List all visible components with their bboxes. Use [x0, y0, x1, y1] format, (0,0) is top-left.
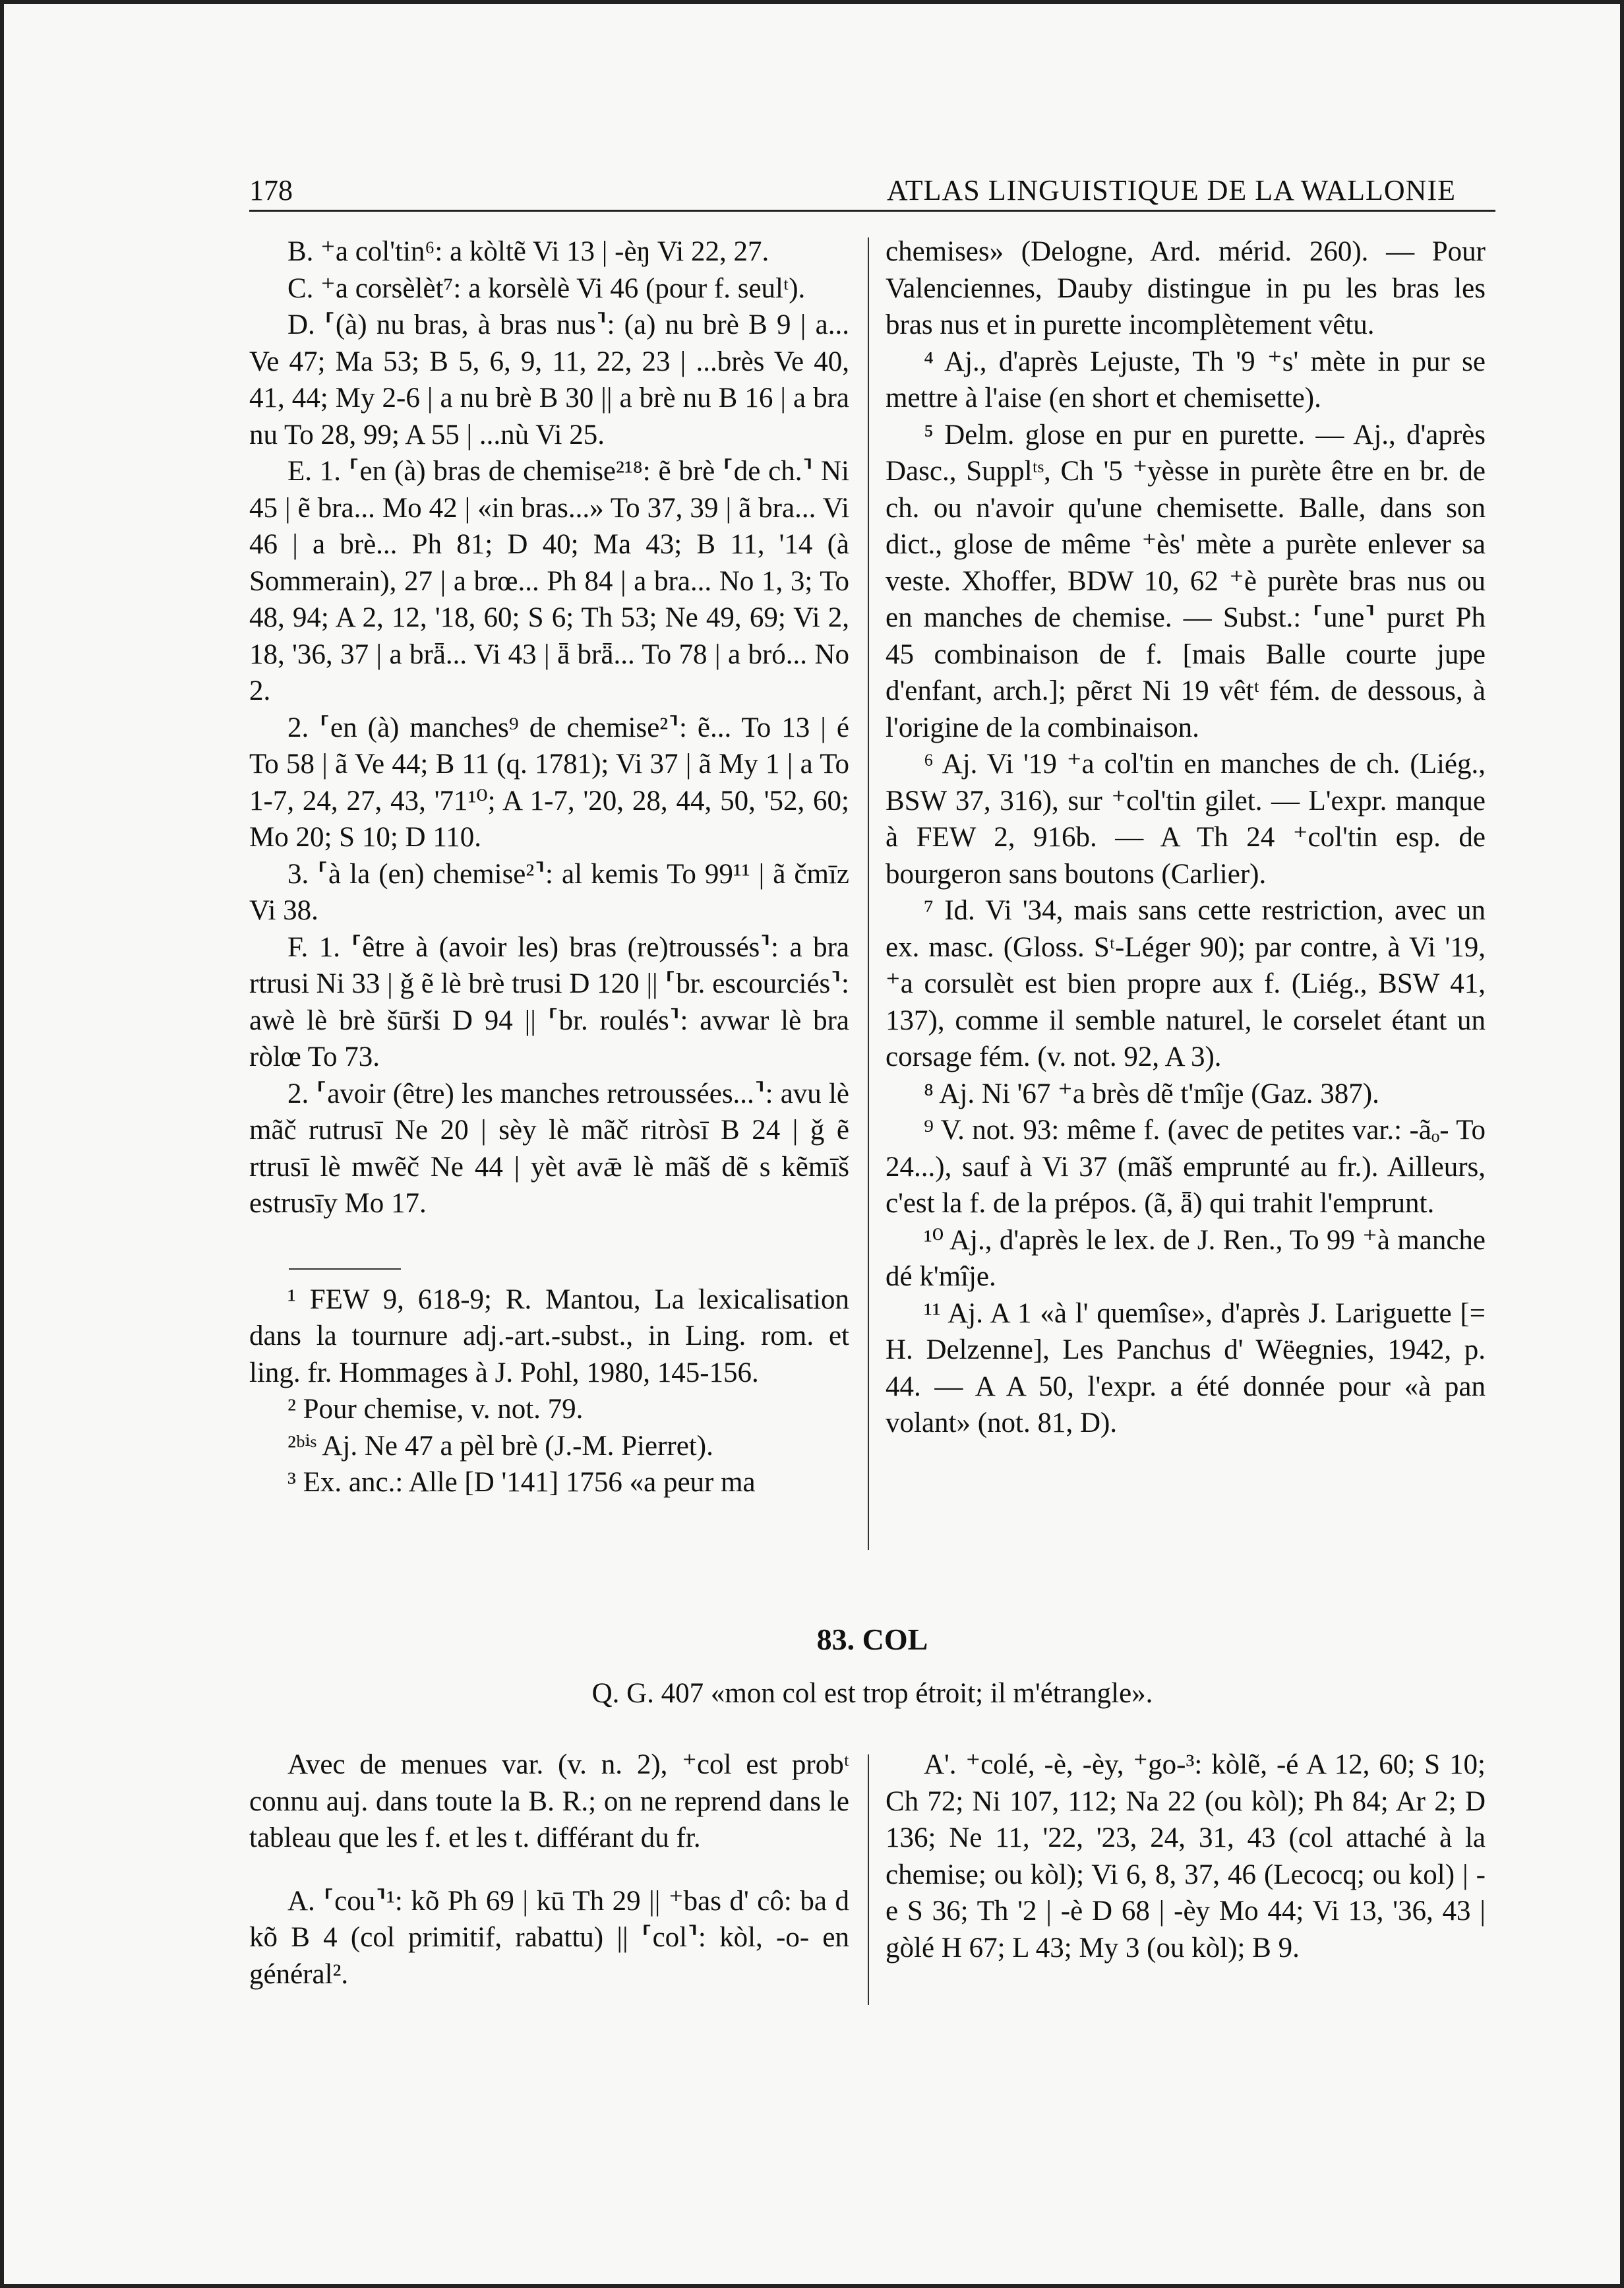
footnote-6: ⁶ Aj. Vi '19 ⁺a col'tin en manches de ch. (Liég., BSW 37, 316), sur ⁺col'tin gilet. — L'expr. manque à FEW 2, 916b. — A Th 24 ⁺col'tin esp. de bourgeron sans boutons (Carlier). — [886, 749, 1486, 890]
right-column — [886, 233, 1486, 1442]
footnote-7: ⁷ Id. Vi '34, mais sans cette restriction, avec un ex. masc. (Gloss. Sᵗ-Léger 90); par contre, à Vi '19, ⁺a corsulèt est bien propre aux f. (Liég., BSW 41, 137), comme il semble naturel, le corselet étant un corsage fém. (v. not. 92, A 3). — [886, 895, 1486, 1072]
entry-d: D. ⸢(à) nu bras, à bras nus⸣: (a) nu brè B 9 | a... Ve 47; Ma 53; B 5, 6, 9, 11, 22, 23 | ...brès Ve 40, 41, 44; My 2-6 | a nu brè B 30 || a brè nu B 16 | a bra nu To 28, 99; A 55 | ...nù Vi 25. — [249, 309, 849, 450]
footnote-rule — [289, 1268, 401, 1270]
footnote-2bis: ²ᵇⁱˢ Aj. Ne 47 a pèl brè (J.-M. Pierret). — [287, 1430, 713, 1462]
running-header — [249, 171, 1495, 212]
entry-f2: 2. ⸢avoir (être) les manches retroussées...⸣: avu lè mãč rutrusī Ne 20 | sèy lè mãč ritròsī B 24 | ǧ ẽ rtrusī lè mwẽč Ne 44 | yèt avǣ lè mãš dẽ s kẽmīš estrusīy Mo 17. — [249, 1078, 849, 1219]
section-intro: Avec de menues var. (v. n. 2), ⁺col est probᵗ connu auj. dans toute la B. R.; on ne reprend dans le tableau que les f. et les t. différant du fr. — [249, 1749, 849, 1853]
page-number: 178 — [249, 174, 293, 206]
section-column-divider — [868, 1754, 869, 2005]
entry-b: B. ⁺a col'tin⁶: a kòltẽ Vi 13 | -èŋ Vi 22, 27. — [287, 236, 769, 267]
running-title: ATLAS LINGUISTIQUE DE LA WALLONIE — [886, 174, 1456, 206]
footnote-4: ⁴ Aj., d'après Lejuste, Th '9 ⁺s' mète in pur se mettre à l'aise (en short et chemisette). — [886, 346, 1486, 414]
entry-e3: 3. ⸢à la (en) chemise²⸣: al kemis To 99¹¹ | ã čmīz Vi 38. — [249, 858, 849, 926]
footnote-1: ¹ FEW 9, 618-9; R. Mantou, La lexicalisation dans la tournure adj.-art.-subst., in Ling. rom. et ling. fr. Hommages à J. Pohl, 1980, 145-156. — [249, 1283, 849, 1388]
footnote-10: ¹⁰ Aj., d'après le lex. de J. Ren., To 99 ⁺à manche dé k'mîje. — [886, 1224, 1486, 1292]
entry-f1: F. 1. ⸢être à (avoir les) bras (re)troussés⸣: a bra rtrusi Ni 33 | ǧ ẽ lè brè trusi D 120 || ⸢br. escourciés⸣: awè lè brè šūrši D 94 || ⸢br. roulés⸣: avwar lè bra ròlœ To 73. — [249, 931, 849, 1072]
section-entry-a-prime: A'. ⁺colé, -è, -èy, ⁺go-³: kòlẽ, -é A 12, 60; S 10; Ch 72; Ni 107, 112; Na 22 (ou kòl); Ph 84; Ar 2; D 136; Ne 11, '22, '23, 24, 31, 43 (col attaché à la chemise; ou kòl); Vi 6, 8, 37, 46 (Lecocq; ou kol) | -e S 36; Th '2 | -è D 68 | -èy Mo 44; Vi 13, '36, 43 | gòlé H 67; L 43; My 3 (ou kòl); B 9. — [886, 1749, 1486, 1963]
section-title: 83. COL — [816, 1623, 928, 1656]
footnote-3: ³ Ex. anc.: Alle [D '141] 1756 «a peur ma — [287, 1467, 756, 1498]
column-divider — [868, 237, 869, 1550]
footnote-11: ¹¹ Aj. A 1 «à l' quemîse», d'après J. Lariguette [= H. Delzenne], Les Panchus d' Wëegnies, 1942, p. 44. — A A 50, l'expr. a été donnée pour «à pan volant» (not. 81, D). — [886, 1297, 1486, 1438]
paragraph-gap — [249, 1857, 849, 1883]
footnote-8: ⁸ Aj. Ni '67 ⁺a brès dẽ t'mîje (Gaz. 387). — [924, 1078, 1379, 1109]
footnote-3-continued: chemises» (Delogne, Ard. mérid. 260). — Pour Valenciennes, Dauby distingue in pu les bras les bras nus et in purette incomplètement vêtu. — [886, 236, 1486, 340]
section-right-column — [886, 1747, 1486, 1966]
footnote-2: ² Pour chemise, v. not. 79. — [287, 1394, 584, 1425]
left-column — [249, 233, 849, 1501]
section-entry-a: A. ⸢cou⸣¹: kõ Ph 69 | kū Th 29 || ⁺bas d' cô: ba d kõ B 4 (col primitif, rabattu) || ⸢col⸣: kòl, -o- en général². — [249, 1885, 849, 1990]
section-left-column — [249, 1747, 849, 1993]
footnote-9: ⁹ V. not. 93: même f. (avec de petites var.: -ãₒ- To 24...), sauf à Vi 37 (mãš emprunté au fr.). Ailleurs, c'est la f. de la prépos. (ã, ǟ) qui trahit l'emprunt. — [886, 1115, 1486, 1219]
entry-e2: 2. ⸢en (à) manches⁹ de chemise²⸣: ẽ... To 13 | é To 58 | ã Ve 44; B 11 (q. 1781); Vi 37 | ã My 1 | a To 1-7, 24, 27, 43, '71¹⁰; A 1-7, '20, 28, 44, 50, '52, 60; Mo 20; S 10; D 110. — [249, 712, 849, 853]
entry-c: C. ⁺a corsèlèt⁷: a korsèlè Vi 46 (pour f. seulᵗ). — [287, 272, 806, 304]
entry-e1: E. 1. ⸢en (à) bras de chemise²¹⁸: ẽ brè ⸢de ch.⸣ Ni 45 | ẽ bra... Mo 42 | «in bras...» To 37, 39 | ã bra... Vi 46 | a brè... Ph 81; D 40; Ma 43; B 11, '14 (à Sommerain), 27 | a brœ... Ph 84 | a bra... No 1, 3; To 48, 94; A 2, 12, '18, 60; S 6; Th 53; Ne 49, 69; Vi 2, 18, '36, 37 | a brǟ... Vi 43 | ǟ brǟ... To 78 | a bró... No 2. — [249, 456, 849, 706]
footnote-5: ⁵ Delm. glose en pur en purette. — Aj., d'après Dasc., Supplᵗˢ, Ch '5 ⁺yèsse in purète être en br. de ch. ou n'avoir qu'une chemisette. Balle, dans son dict., glose de même ⁺ès' mète a purète enlever sa veste. Xhoffer, BDW 10, 62 ⁺è purète bras nus ou en manches de chemise. — Subst.: ⸢une⸣ purɛt Ph 45 combinaison de f. [mais Balle courte jupe d'enfant, arch.]; pẽrɛt Ni 19 vêtᵗ fém. de dessous, à l'origine de la combinaison. — [886, 419, 1486, 743]
section-question: Q. G. 407 «mon col est trop étroit; il m'étrangle». — [591, 1678, 1153, 1709]
